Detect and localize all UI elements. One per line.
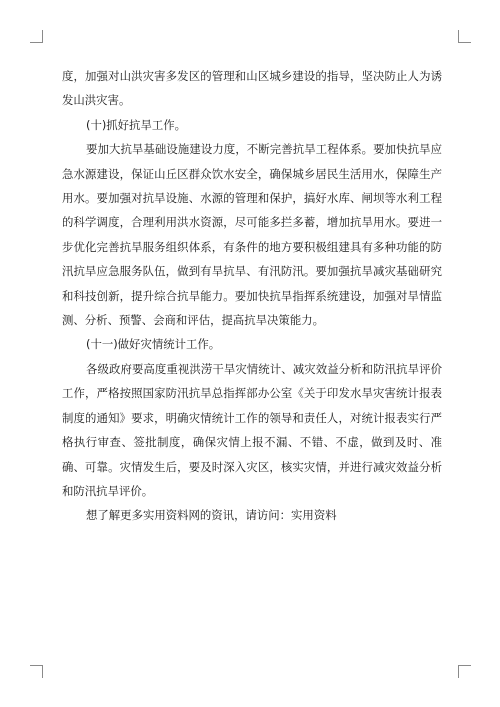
section-heading-statistics: (十一)做好灾情统计工作。	[86, 337, 221, 352]
crop-mark-bottom-left	[30, 665, 43, 678]
document-body	[62, 64, 442, 528]
paragraph-flood-prevention-end: 度，加强对山洪灾害多发区的管理和山区城乡建设的指导，坚决防止人为诱发山洪灾害。	[62, 69, 442, 108]
paragraph-drought-work: 要加大抗旱基础设施建设力度，不断完善抗旱工程体系。要加快抗旱应急水源建设，保证山丘区群众饮水安全，确保城乡居民生活用水，保障生产用水。要加强对抗旱设施、水源的管理和保护，搞好水库、闸坝等水利工程的科学调度，合理利用洪水资源，尽可能多拦多蓄，增加抗旱用水。要进一步优化完善抗旱服务组织体系，有条件的地方要积极组建具有多种功能的防汛抗旱应急服务队伍，做到有旱抗旱、有汛防汛。要加强抗旱减灾基础研究和科技创新，提升综合抗旱能力。要加快抗旱指挥系统建设，加强对旱情监测、分析、预警、会商和评估，提高抗旱决策能力。	[62, 142, 442, 328]
paragraph-statistics-work: 各级政府要高度重视洪涝干旱灾情统计、减灾效益分析和防汛抗旱评价工作，严格按照国家防汛抗旱总指挥部办公室《关于印发水旱灾害统计报表制度的通知》要求，明确灾情统计工作的领导和责任人，对统计报表实行严格执行审查、签批制度，确保灾情上报不漏、不错、不虚，做到及时、准确、可靠。灾情发生后，要及时深入灾区，核实灾情，并进行减灾效益分析和防汛抗旱评价。	[62, 361, 442, 498]
crop-mark-bottom-right	[458, 665, 471, 678]
section-heading-drought: (十)抓好抗旱工作。	[86, 117, 187, 132]
crop-mark-top-left	[30, 30, 43, 43]
crop-mark-top-right	[458, 30, 471, 43]
footer-link-text[interactable]: 想了解更多实用资料网的资讯，请访问：实用资料	[86, 508, 337, 523]
